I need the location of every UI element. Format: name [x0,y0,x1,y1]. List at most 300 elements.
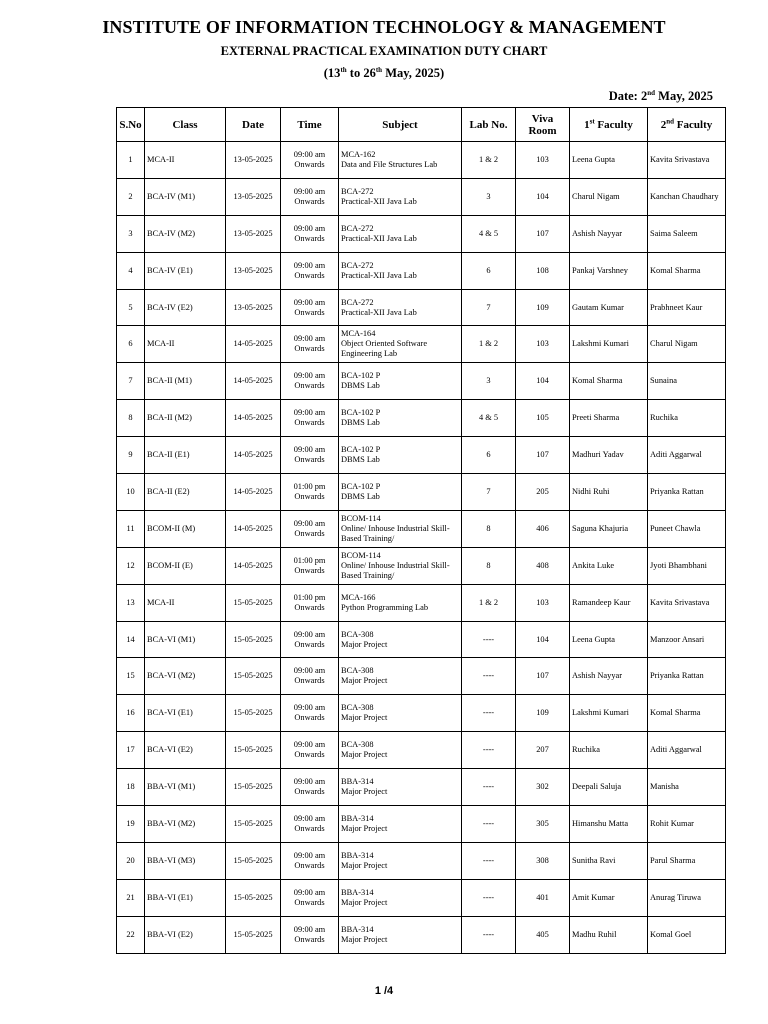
time-value: 09:00 am [293,887,326,897]
subject-name-line: Based Training/ [341,570,395,580]
cell-second-faculty: Ruchika [648,400,726,437]
subject-code: BCA-102 P [341,371,381,381]
cell-class: BCA-IV (E1) [145,252,226,289]
cell-date: 15-05-2025 [226,732,281,769]
cell-class: BCOM-II (E) [145,547,226,584]
subject-code: BCA-272 [341,260,374,270]
time-note: Onwards [294,270,325,280]
col-header-lab: Lab No. [462,108,516,142]
cell-second-faculty: Jyoti Bhambhani [648,547,726,584]
cell-subject [339,510,462,547]
cell-class: BBA-VI (E1) [145,879,226,916]
cell-date: 15-05-2025 [226,584,281,621]
cell-class: BCA-VI (M1) [145,621,226,658]
cell-sno: 7 [117,363,145,400]
cell-subject [339,879,462,916]
time-value: 09:00 am [293,334,326,344]
cell-first-faculty: Ashish Nayyar [570,658,648,695]
table-row [117,806,726,843]
cell-second-faculty: Priyanka Rattan [648,474,726,511]
time-note: Onwards [294,565,325,575]
table-row [117,289,726,326]
cell-class: BCA-II (M2) [145,400,226,437]
cell-lab-no: ---- [462,695,516,732]
cell-sno: 20 [117,842,145,879]
time-value: 09:00 am [293,186,326,196]
time-note: Onwards [294,676,325,686]
cell-date: 14-05-2025 [226,474,281,511]
cell-viva-room: 103 [516,142,570,179]
cell-viva-room: 104 [516,178,570,215]
time-note: Onwards [294,159,325,169]
cell-class: BBA-VI (M3) [145,842,226,879]
subject-name-line: Based Training/ [341,533,395,543]
subject-name-line: DBMS Lab [341,455,380,465]
cell-sno: 11 [117,510,145,547]
cell-sno: 14 [117,621,145,658]
cell-viva-room: 109 [516,289,570,326]
cell-second-faculty: Sunaina [648,363,726,400]
cell-sno: 2 [117,178,145,215]
cell-second-faculty: Kavita Srivastava [648,142,726,179]
table-row [117,363,726,400]
table-row [117,879,726,916]
subject-code: BCA-308 [341,629,374,639]
cell-subject [339,769,462,806]
time-value: 09:00 am [293,813,326,823]
cell-subject [339,289,462,326]
subject-name-line: Online/ Inhouse Industrial Skill- [341,523,450,533]
cell-first-faculty: Ramandeep Kaur [570,584,648,621]
cell-sno: 8 [117,400,145,437]
table-row [117,400,726,437]
cell-sno: 21 [117,879,145,916]
table-row [117,178,726,215]
time-note: Onwards [294,196,325,206]
cell-second-faculty: Prabhneet Kaur [648,289,726,326]
subject-name-line: Major Project [341,639,388,649]
cell-time [281,289,339,326]
cell-time [281,584,339,621]
cell-time [281,769,339,806]
table-row [117,842,726,879]
cell-subject [339,215,462,252]
time-note: Onwards [294,750,325,760]
cell-first-faculty: Ruchika [570,732,648,769]
table-header-row [117,108,726,142]
issue-date: Date: 2nd May, 2025 [608,88,713,103]
subject-name-line: Python Programming Lab [341,602,429,612]
cell-class: BCA-II (M1) [145,363,226,400]
cell-sno: 17 [117,732,145,769]
cell-date: 14-05-2025 [226,326,281,363]
cell-subject [339,437,462,474]
time-value: 09:00 am [293,297,326,307]
cell-second-faculty: Anurag Tiruwa [648,879,726,916]
cell-second-faculty: Priyanka Rattan [648,658,726,695]
cell-lab-no: 7 [462,289,516,326]
table-row [117,252,726,289]
cell-second-faculty: Komal Sharma [648,695,726,732]
time-value: 01:00 pm [293,555,326,565]
cell-date: 13-05-2025 [226,142,281,179]
page-number: 1 /4 [374,985,394,997]
col-header-viva-room: Viva Room [516,108,570,142]
cell-class: BBA-VI (M1) [145,769,226,806]
cell-class: BCA-IV (M1) [145,178,226,215]
cell-second-faculty: Charul Nigam [648,326,726,363]
cell-lab-no: ---- [462,658,516,695]
cell-first-faculty: Charul Nigam [570,178,648,215]
subject-name-line: Major Project [341,897,388,907]
subject-code: BCA-102 P [341,481,381,491]
cell-sno: 9 [117,437,145,474]
subject-name-line: DBMS Lab [341,491,380,501]
subject-code: BBA-314 [341,924,374,934]
col-header-subject: Subject [339,108,462,142]
cell-second-faculty: Komal Sharma [648,252,726,289]
time-value: 09:00 am [293,924,326,934]
cell-time [281,510,339,547]
cell-lab-no: 8 [462,510,516,547]
cell-lab-no: 1 & 2 [462,326,516,363]
subject-code: BCA-308 [341,703,374,713]
cell-date: 13-05-2025 [226,178,281,215]
cell-date: 14-05-2025 [226,363,281,400]
subject-code: BBA-314 [341,777,374,787]
cell-subject [339,658,462,695]
cell-lab-no: 8 [462,547,516,584]
time-note: Onwards [294,602,325,612]
cell-lab-no: ---- [462,806,516,843]
table-row [117,658,726,695]
cell-date: 15-05-2025 [226,769,281,806]
cell-class: MCA-II [145,142,226,179]
cell-lab-no: 6 [462,252,516,289]
cell-viva-room: 207 [516,732,570,769]
table-body [117,142,726,954]
time-value: 09:00 am [293,666,326,676]
time-value: 09:00 am [293,371,326,381]
subject-name-line: Data and File Structures Lab [341,159,438,169]
cell-lab-no: 3 [462,178,516,215]
cell-time [281,658,339,695]
table-row [117,584,726,621]
exam-period: (13th to 26th May, 2025) [323,65,445,80]
time-note: Onwards [294,233,325,243]
table-row [117,510,726,547]
cell-second-faculty: Rohit Kumar [648,806,726,843]
time-note: Onwards [294,823,325,833]
cell-subject [339,400,462,437]
table-row [117,547,726,584]
cell-time [281,142,339,179]
table-row [117,769,726,806]
subject-name-line: Engineering Lab [341,349,398,359]
cell-class: BCA-IV (M2) [145,215,226,252]
col-header-second-faculty: 2nd Faculty [648,108,726,142]
cell-time [281,879,339,916]
cell-date: 15-05-2025 [226,621,281,658]
cell-date: 13-05-2025 [226,289,281,326]
cell-time [281,252,339,289]
subject-name-line: Major Project [341,934,388,944]
chart-subtitle: EXTERNAL PRACTICAL EXAMINATION DUTY CHART [220,44,548,58]
cell-class: BCOM-II (M) [145,510,226,547]
cell-subject [339,842,462,879]
table-row [117,215,726,252]
cell-sno: 12 [117,547,145,584]
table-row [117,695,726,732]
subject-code: BCA-272 [341,297,374,307]
cell-viva-room: 405 [516,916,570,953]
table-row [117,326,726,363]
subject-name-line: Major Project [341,713,388,723]
cell-time [281,474,339,511]
time-note: Onwards [294,897,325,907]
cell-sno: 15 [117,658,145,695]
cell-first-faculty: Komal Sharma [570,363,648,400]
time-value: 01:00 pm [293,481,326,491]
time-note: Onwards [294,381,325,391]
cell-subject [339,732,462,769]
cell-time [281,400,339,437]
cell-class: MCA-II [145,584,226,621]
table-row [117,474,726,511]
cell-sno: 10 [117,474,145,511]
cell-first-faculty: Himanshu Matta [570,806,648,843]
cell-lab-no: 1 & 2 [462,584,516,621]
cell-lab-no: ---- [462,842,516,879]
cell-lab-no: 3 [462,363,516,400]
institute-title: INSTITUTE OF INFORMATION TECHNOLOGY & MANAGEMENT [102,17,666,37]
cell-viva-room: 308 [516,842,570,879]
cell-subject [339,695,462,732]
cell-subject [339,474,462,511]
cell-date: 14-05-2025 [226,400,281,437]
col-header-first-faculty: 1st Faculty [570,108,648,142]
time-value: 09:00 am [293,223,326,233]
time-note: Onwards [294,344,325,354]
cell-sno: 13 [117,584,145,621]
cell-subject [339,916,462,953]
subject-code: BCA-102 P [341,408,381,418]
cell-viva-room: 305 [516,806,570,843]
cell-subject [339,178,462,215]
cell-second-faculty: Komal Goel [648,916,726,953]
cell-date: 15-05-2025 [226,658,281,695]
cell-first-faculty: Madhu Ruhil [570,916,648,953]
cell-class: BBA-VI (M2) [145,806,226,843]
cell-sno: 19 [117,806,145,843]
subject-name-line: Online/ Inhouse Industrial Skill- [341,560,450,570]
cell-subject [339,326,462,363]
cell-class: BCA-II (E1) [145,437,226,474]
cell-date: 15-05-2025 [226,916,281,953]
subject-code: BBA-314 [341,850,374,860]
cell-viva-room: 109 [516,695,570,732]
time-note: Onwards [294,528,325,538]
cell-subject [339,252,462,289]
cell-viva-room: 108 [516,252,570,289]
cell-second-faculty: Kanchan Chaudhary [648,178,726,215]
cell-date: 15-05-2025 [226,695,281,732]
table-row [117,916,726,953]
cell-first-faculty: Lakshmi Kumari [570,695,648,732]
cell-subject [339,142,462,179]
cell-date: 13-05-2025 [226,252,281,289]
subject-name-line: Practical-XII Java Lab [341,233,417,243]
cell-first-faculty: Ashish Nayyar [570,215,648,252]
subject-name-line: DBMS Lab [341,418,380,428]
col-header-class: Class [145,108,226,142]
cell-date: 15-05-2025 [226,806,281,843]
subject-code: BCA-272 [341,186,374,196]
cell-sno: 4 [117,252,145,289]
cell-time [281,363,339,400]
cell-class: MCA-II [145,326,226,363]
cell-first-faculty: Deepali Saluja [570,769,648,806]
cell-first-faculty: Gautam Kumar [570,289,648,326]
cell-first-faculty: Amit Kumar [570,879,648,916]
cell-time [281,437,339,474]
cell-first-faculty: Sunitha Ravi [570,842,648,879]
cell-viva-room: 107 [516,658,570,695]
cell-first-faculty: Leena Gupta [570,142,648,179]
duty-chart-table [116,107,726,954]
cell-second-faculty: Puneet Chawla [648,510,726,547]
time-note: Onwards [294,418,325,428]
subject-name-line: Practical-XII Java Lab [341,196,417,206]
cell-date: 15-05-2025 [226,842,281,879]
time-value: 09:00 am [293,408,326,418]
cell-second-faculty: Aditi Aggarwal [648,732,726,769]
subject-code: BCOM-114 [341,550,381,560]
time-value: 09:00 am [293,260,326,270]
cell-second-faculty: Parul Sharma [648,842,726,879]
table-row [117,142,726,179]
cell-lab-no: 7 [462,474,516,511]
cell-subject [339,806,462,843]
time-value: 09:00 am [293,518,326,528]
subject-name-line: Major Project [341,860,388,870]
cell-second-faculty: Aditi Aggarwal [648,437,726,474]
time-note: Onwards [294,934,325,944]
time-note: Onwards [294,455,325,465]
subject-code: BCA-308 [341,666,374,676]
subject-name-line: Practical-XII Java Lab [341,270,417,280]
subject-name-line: Major Project [341,750,388,760]
col-header-sno: S.No [117,108,145,142]
cell-lab-no: ---- [462,879,516,916]
cell-time [281,732,339,769]
col-header-time: Time [281,108,339,142]
cell-time [281,916,339,953]
cell-time [281,621,339,658]
cell-lab-no: ---- [462,769,516,806]
cell-lab-no: 4 & 5 [462,400,516,437]
subject-code: BBA-314 [341,813,374,823]
table-row [117,437,726,474]
cell-time [281,842,339,879]
cell-time [281,326,339,363]
cell-sno: 3 [117,215,145,252]
cell-date: 14-05-2025 [226,510,281,547]
cell-class: BCA-VI (E2) [145,732,226,769]
col-header-date: Date [226,108,281,142]
subject-code: BCA-102 P [341,445,381,455]
cell-viva-room: 104 [516,363,570,400]
subject-code: MCA-166 [341,592,376,602]
table-row [117,621,726,658]
cell-class: BCA-II (E2) [145,474,226,511]
cell-first-faculty: Leena Gupta [570,621,648,658]
subject-name-line: Major Project [341,823,388,833]
subject-code: BBA-314 [341,887,374,897]
subject-code: MCA-164 [341,329,376,339]
time-value: 09:00 am [293,777,326,787]
time-note: Onwards [294,860,325,870]
cell-lab-no: ---- [462,732,516,769]
cell-first-faculty: Preeti Sharma [570,400,648,437]
time-note: Onwards [294,491,325,501]
cell-viva-room: 205 [516,474,570,511]
cell-lab-no: 1 & 2 [462,142,516,179]
time-value: 09:00 am [293,629,326,639]
cell-first-faculty: Nidhi Ruhi [570,474,648,511]
cell-class: BCA-VI (M2) [145,658,226,695]
cell-date: 14-05-2025 [226,437,281,474]
time-value: 09:00 am [293,149,326,159]
cell-viva-room: 401 [516,879,570,916]
cell-viva-room: 104 [516,621,570,658]
cell-second-faculty: Saima Saleem [648,215,726,252]
cell-time [281,178,339,215]
cell-first-faculty: Saguna Khajuria [570,510,648,547]
cell-time [281,806,339,843]
subject-name-line: Object Oriented Software [341,339,428,349]
cell-class: BBA-VI (E2) [145,916,226,953]
cell-sno: 1 [117,142,145,179]
cell-lab-no: ---- [462,621,516,658]
cell-first-faculty: Ankita Luke [570,547,648,584]
cell-sno: 6 [117,326,145,363]
time-value: 09:00 am [293,740,326,750]
cell-time [281,695,339,732]
subject-code: BCA-272 [341,223,374,233]
cell-time [281,547,339,584]
time-value: 09:00 am [293,703,326,713]
cell-viva-room: 107 [516,215,570,252]
cell-first-faculty: Pankaj Varshney [570,252,648,289]
time-note: Onwards [294,713,325,723]
time-note: Onwards [294,787,325,797]
cell-viva-room: 105 [516,400,570,437]
subject-code: MCA-162 [341,149,376,159]
subject-code: BCOM-114 [341,513,381,523]
cell-subject [339,547,462,584]
subject-name-line: Practical-XII Java Lab [341,307,417,317]
cell-time [281,215,339,252]
cell-date: 14-05-2025 [226,547,281,584]
cell-lab-no: ---- [462,916,516,953]
cell-sno: 22 [117,916,145,953]
cell-sno: 16 [117,695,145,732]
cell-date: 13-05-2025 [226,215,281,252]
cell-lab-no: 4 & 5 [462,215,516,252]
cell-subject [339,363,462,400]
subject-name-line: DBMS Lab [341,381,380,391]
